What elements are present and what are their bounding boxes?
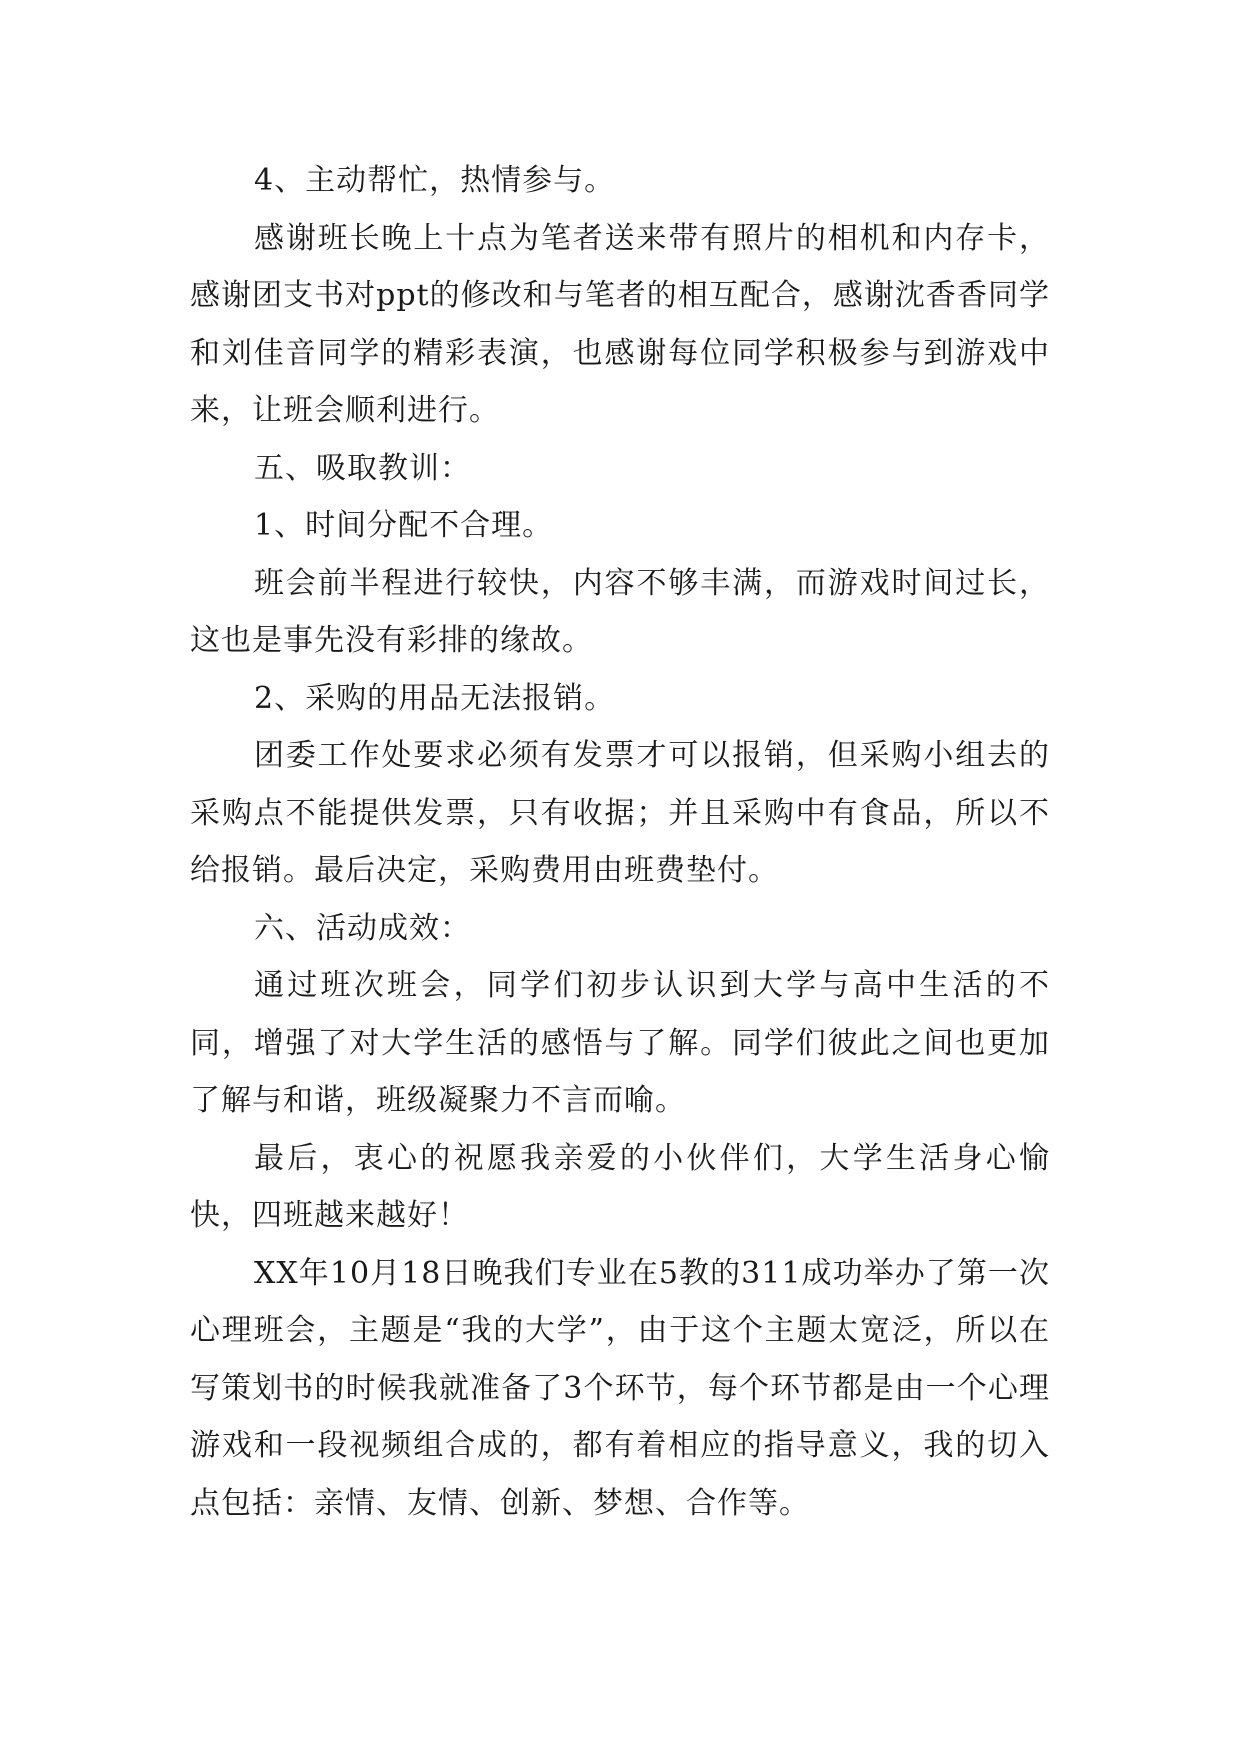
section-heading-lessons: 五、吸取教训： [254, 450, 471, 486]
document-body [190, 152, 1050, 1532]
section-heading-results: 六、活动成效： [254, 910, 471, 946]
paragraph-item-4-heading: 4、主动帮忙，热情参与。 [254, 163, 616, 198]
paragraph-time-allocation: 班会前半程进行较快，内容不够丰满，而游戏时间过长，这也是事先没有彩排的缘故。 [190, 565, 1050, 658]
paragraph-event-summary: XX年10月18日晚我们专业在5教的311成功举办了第一次心理班会，主题是“我的大学”，由于这个主题太宽泛，所以在写策划书的时候我就准备了3个环节，每个环节都是由一个心理游戏和一段视频组合成的，都有着相应的指导意义，我的切入点包括：亲情、友情、创新、梦想、合作等。 [190, 1255, 1050, 1521]
paragraph-reimbursement: 团委工作处要求必须有发票才可以报销，但采购小组去的采购点不能提供发票，只有收据；并且采购中有食品，所以不给报销。最后决定，采购费用由班费垫付。 [190, 738, 1050, 888]
paragraph-thanks: 感谢班长晚上十点为笔者送来带有照片的相机和内存卡，感谢团支书对ppt的修改和与笔者的相互配合，感谢沈香香同学和刘佳音同学的精彩表演，也感谢每位同学积极参与到游戏中来，让班会顺利进行。 [190, 220, 1050, 428]
paragraph-item-2-heading: 2、采购的用品无法报销。 [254, 680, 616, 716]
paragraph-results: 通过班次班会，同学们初步认识到大学与高中生活的不同，增强了对大学生活的感悟与了解。同学们彼此之间也更加了解与和谐，班级凝聚力不言而喻。 [190, 968, 1050, 1118]
paragraph-item-1-heading: 1、时间分配不合理。 [254, 508, 554, 543]
paragraph-closing-wishes: 最后，衷心的祝愿我亲爱的小伙伴们，大学生活身心愉快，四班越来越好！ [190, 1140, 1050, 1233]
